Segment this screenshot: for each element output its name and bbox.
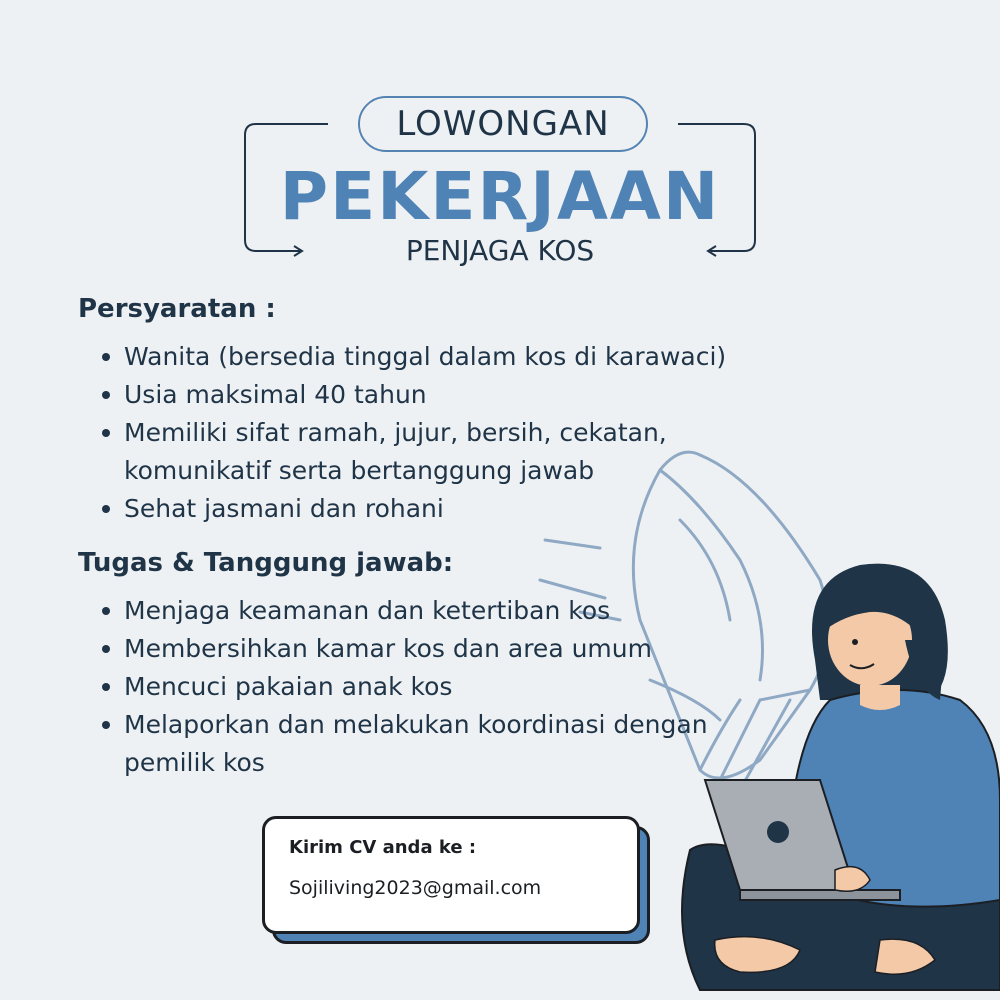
contact-label: Kirim CV anda ke : — [289, 837, 477, 858]
list-item: Wanita (bersedia tinggal dalam kos di karawaci) — [100, 338, 820, 376]
contact-email[interactable]: Sojiliving2023@gmail.com — [289, 877, 542, 899]
page-title: PEKERJAAN — [279, 158, 721, 235]
list-item: Melaporkan dan melakukan koordinasi dengan pemilik kos — [100, 706, 764, 782]
list-item: Membersihkan kamar kos dan area umum — [100, 630, 820, 668]
job-subtitle: PENJAGA KOS — [405, 234, 595, 267]
requirements-list — [100, 338, 820, 528]
contact-box — [262, 816, 640, 934]
duties-heading: Tugas & Tanggung jawab: — [78, 548, 454, 578]
list-item: Menjaga keamanan dan ketertiban kos — [100, 592, 820, 630]
duties-list — [100, 592, 820, 782]
requirements-heading: Persyaratan : — [78, 294, 276, 324]
lowongan-label: LOWONGAN — [358, 96, 648, 152]
list-item: Sehat jasmani dan rohani — [100, 490, 820, 528]
list-item: Mencuci pakaian anak kos — [100, 668, 820, 706]
list-item: Usia maksimal 40 tahun — [100, 376, 820, 414]
list-item: Memiliki sifat ramah, jujur, bersih, cekatan, komunikatif serta bertanggung jawab — [100, 414, 684, 490]
